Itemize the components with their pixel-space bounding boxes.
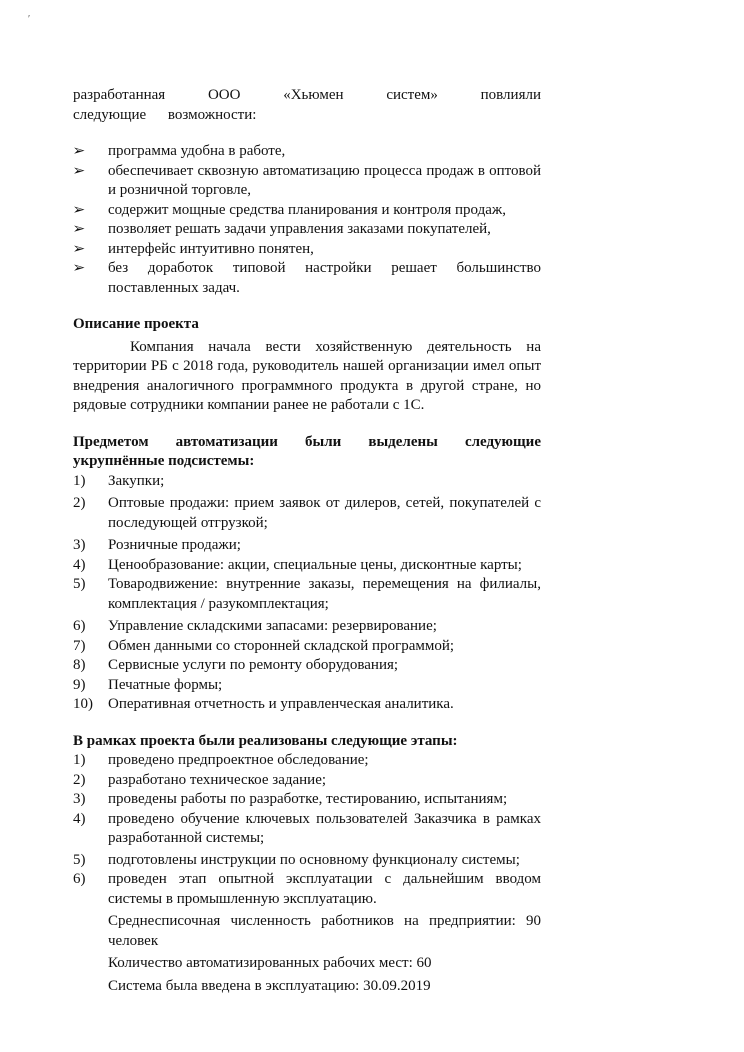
arrowhead-bullet-icon: ➢ bbox=[72, 222, 86, 237]
corner-mark: ʹ bbox=[28, 14, 31, 25]
list-item: 3) Розничные продажи; bbox=[73, 537, 241, 553]
subsystems-list bbox=[73, 472, 541, 715]
stages-list bbox=[73, 751, 541, 909]
stages-heading: В рамках проекта были реализованы следующие этапы: bbox=[73, 732, 458, 749]
arrowhead-bullet-icon: ➢ bbox=[72, 144, 86, 159]
list-item: 6) проведен этап опытной эксплуатации с дальнейшим вводом системы в промышленную эксплуатацию. bbox=[73, 871, 541, 907]
project-heading: Описание проекта bbox=[73, 316, 199, 332]
features-list bbox=[73, 142, 541, 298]
subsystems-heading: Предметом автоматизации были выделены следующие укрупнённые подсистемы: bbox=[73, 433, 541, 469]
list-item: 3) проведены работы по разработке, тестированию, испытаниям; bbox=[73, 791, 508, 807]
list-item: ➢ интерфейс интуитивно понятен, bbox=[73, 240, 541, 260]
list-item: 4) Ценообразование: акции, специальные цены, дисконтные карты; bbox=[73, 556, 522, 573]
list-item: 4) проведено обучение ключевых пользователей Заказчика в рамках разработанной системы; bbox=[73, 810, 541, 846]
arrowhead-bullet-icon: ➢ bbox=[72, 202, 86, 218]
list-item: 8) Сервисные услуги по ремонту оборудования; bbox=[73, 657, 399, 673]
list-item: 1) Закупки; bbox=[73, 472, 165, 489]
arrowhead-bullet-icon: ➢ bbox=[72, 163, 86, 179]
list-item: ➢ программа удобна в работе, bbox=[73, 142, 541, 162]
list-item: ➢ без доработок типовой настройки решает большинство поставленных задач. bbox=[72, 260, 541, 296]
list-item: 1) проведено предпроектное обследование; bbox=[73, 752, 369, 768]
list-item: 7) Обмен данными со сторонней складской программой; bbox=[73, 637, 455, 654]
list-item: 9) Печатные формы; bbox=[73, 676, 223, 693]
project-description: Компания начала вести хозяйственную деятельность на территории РБ с 2018 года, руководитель нашей организации имел опыт внедрения аналогичного программного продукта в другой стране, но рядовые сотрудники компании ранее не работали с 1С. bbox=[73, 338, 541, 413]
list-item: 5) подготовлены инструкции по основному функционалу системы; bbox=[73, 851, 520, 868]
list-item: 10) Оперативная отчетность и управленческая аналитика. bbox=[73, 696, 454, 712]
list-item: 2) Оптовые продажи: прием заявок от дилеров, сетей, покупателей с последующей отгрузкой; bbox=[73, 495, 541, 531]
launch-date: Система была введена в эксплуатацию: 30.09.2019 bbox=[108, 977, 431, 994]
workstations-count: Количество автоматизированных рабочих мест: 60 bbox=[108, 955, 432, 971]
employees-count: Среднесписочная численность работников на предприятии: 90 человек bbox=[108, 913, 541, 949]
list-item: ➢ содержит мощные средства планирования и контроля продаж, bbox=[73, 201, 541, 221]
list-item: ➢ обеспечивает сквозную автоматизацию процесса продаж в оптовой и розничной торговле, bbox=[72, 162, 541, 198]
document-page bbox=[73, 86, 541, 996]
arrowhead-bullet-icon: ➢ bbox=[72, 241, 86, 257]
intro-paragraph: разработанная ООО «Хьюмен систем» повлияли следующие возможности: bbox=[73, 87, 541, 123]
list-item: 6) Управление складскими запасами: резервирование; bbox=[73, 618, 437, 634]
arrowhead-bullet-icon: ➢ bbox=[72, 261, 86, 276]
list-item: 5) Товародвижение: внутренние заказы, перемещения на филиалы, комплектация / разукомплектация; bbox=[73, 576, 541, 612]
list-item: ➢ позволяет решать задачи управления заказами покупателей, bbox=[73, 220, 541, 240]
list-item: 2) разработано техническое задание; bbox=[73, 771, 327, 788]
